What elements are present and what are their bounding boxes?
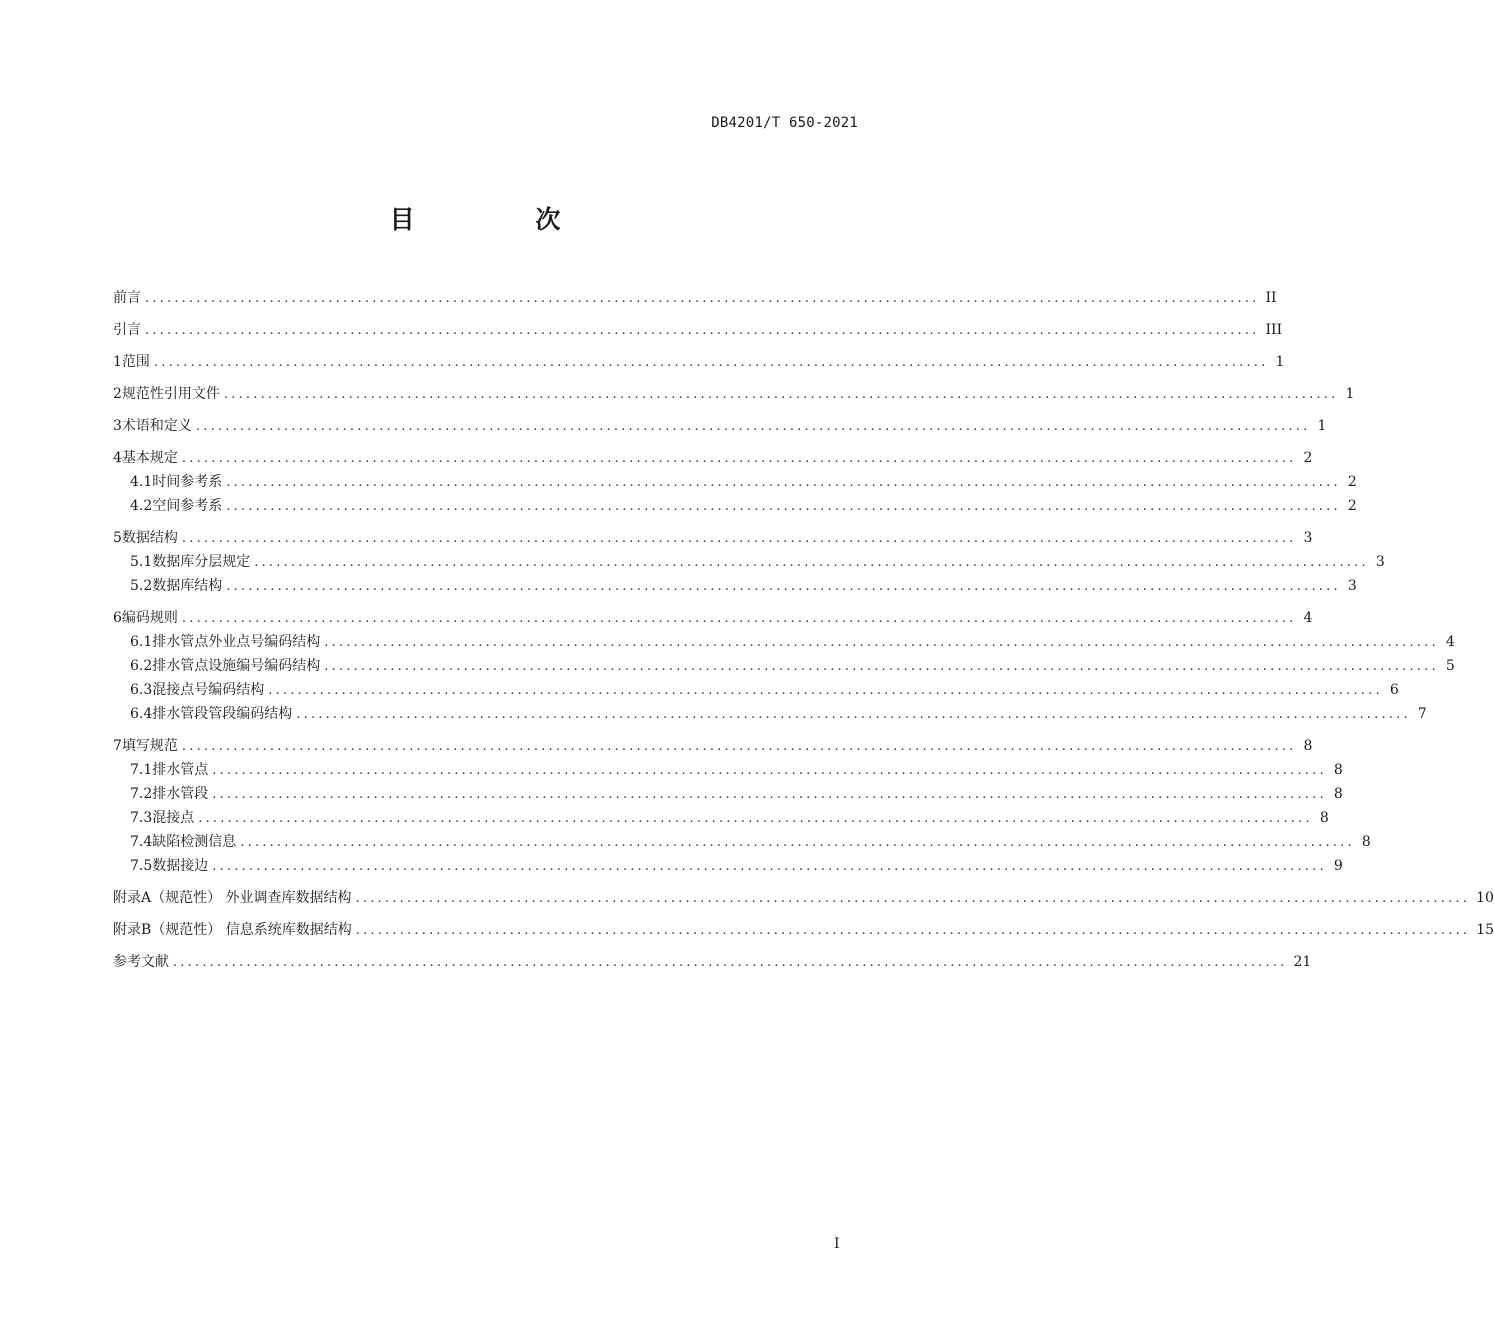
toc-entry-number: 7.5: [130, 858, 153, 874]
toc-subentry[interactable]: [113, 678, 1399, 702]
toc-entry-number: 4.1: [130, 474, 153, 490]
toc-leader-dots: ........................................................................................................................................................: [355, 891, 1471, 906]
toc-entry-text: 排水管点设施编号编码结构: [152, 658, 321, 674]
toc-entry-number: 6.2: [130, 658, 153, 674]
toc-entry-text: 参考文献: [113, 954, 169, 970]
toc-entry-text: 时间参考系: [152, 474, 223, 490]
toc-entry-text: 规范性引用文件: [121, 386, 220, 402]
toc-entry[interactable]: [113, 526, 1313, 550]
toc-entry-number: 7.3: [130, 810, 153, 826]
toc-leader-dots: ........................................................................................................................................................: [181, 451, 1297, 466]
toc-entry-text: 空间参考系: [152, 498, 223, 514]
toc-entry[interactable]: [113, 414, 1327, 438]
document-code: DB4201/T 650-2021: [711, 115, 858, 131]
toc-entry-page: 5: [1445, 658, 1455, 674]
toc-entry-page: III: [1265, 322, 1283, 338]
toc-entry-number: 5.1: [130, 554, 153, 570]
toc-entry-page: 4: [1303, 610, 1313, 626]
toc-entry[interactable]: [113, 446, 1313, 470]
toc-entry-text: 基本规定: [121, 450, 178, 466]
toc-leader-dots: ........................................................................................................................................................: [212, 787, 1327, 802]
toc-leader-dots: ........................................................................................................................................................: [212, 859, 1327, 874]
toc-leader-dots: ........................................................................................................................................................: [226, 579, 1341, 594]
toc-entry-page: 8: [1333, 762, 1343, 778]
toc-entry-number: 4: [113, 450, 122, 466]
toc-entry-page: 6: [1389, 682, 1399, 698]
toc-entry[interactable]: [113, 286, 1277, 310]
toc-subentry[interactable]: [113, 806, 1329, 830]
toc-entry-number: 6.3: [130, 682, 153, 698]
toc-entry-page: 21: [1293, 954, 1312, 970]
toc-leader-dots: ........................................................................................................................................................: [324, 635, 1439, 650]
toc-leader-dots: ........................................................................................................................................................: [296, 707, 1411, 722]
toc-entry-page: 10: [1476, 890, 1494, 906]
toc-entry-text: 缺陷检测信息: [152, 834, 237, 850]
toc-entry-text: 排水管段: [152, 786, 209, 802]
toc-entry-text: 前言: [113, 290, 141, 306]
toc-entry[interactable]: [113, 734, 1313, 758]
toc-entry[interactable]: [113, 886, 1494, 910]
toc-entry[interactable]: [113, 950, 1312, 974]
toc-entry-page: 8: [1333, 786, 1343, 802]
toc-entry-text: 附录A（规范性） 外业调查库数据结构: [113, 890, 352, 906]
toc-entry[interactable]: [113, 606, 1313, 630]
toc-leader-dots: ........................................................................................................................................................: [153, 355, 1269, 370]
toc-leader-dots: ........................................................................................................................................................: [181, 739, 1297, 754]
toc-leader-dots: ........................................................................................................................................................: [181, 611, 1297, 626]
toc-entry[interactable]: [113, 918, 1494, 942]
toc-leader-dots: ........................................................................................................................................................: [254, 555, 1369, 570]
toc-entry-page: 8: [1361, 834, 1371, 850]
toc-entry-page: 9: [1333, 858, 1343, 874]
toc-entry-text: 数据接边: [152, 858, 209, 874]
toc-entry-page: 2: [1347, 498, 1357, 514]
toc-entry-text: 填写规范: [121, 738, 178, 754]
toc-entry-page: 7: [1417, 706, 1427, 722]
toc-entry[interactable]: [113, 350, 1285, 374]
toc-entry[interactable]: [113, 382, 1355, 406]
toc-leader-dots: ........................................................................................................................................................: [355, 923, 1471, 938]
toc-entry-number: 3: [113, 418, 122, 434]
toc-leader-dots: ........................................................................................................................................................: [226, 499, 1341, 514]
toc-entry-number: 6: [113, 610, 122, 626]
toc-entry-text: 排水管段管段编码结构: [152, 706, 293, 722]
toc-subentry[interactable]: [113, 550, 1385, 574]
toc-entry-number: 2: [113, 386, 122, 402]
toc-leader-dots: ........................................................................................................................................................: [195, 419, 1311, 434]
toc-leader-dots: ........................................................................................................................................................: [226, 475, 1341, 490]
toc-entry-page: 2: [1303, 450, 1313, 466]
toc-subentry[interactable]: [113, 630, 1455, 654]
toc-entry-page: II: [1265, 290, 1277, 306]
toc-entry-number: 6.4: [130, 706, 153, 722]
toc-leader-dots: ........................................................................................................................................................: [145, 291, 1260, 306]
toc-entry-number: 4.2: [130, 498, 153, 514]
toc-subentry[interactable]: [113, 654, 1455, 678]
toc-subentry[interactable]: [113, 702, 1427, 726]
toc-entry-page: 1: [1317, 418, 1327, 434]
toc-leader-dots: ........................................................................................................................................................: [198, 811, 1313, 826]
toc-leader-dots: ........................................................................................................................................................: [324, 659, 1439, 674]
toc-subentry[interactable]: [113, 782, 1343, 806]
toc-entry-text: 数据库结构: [152, 578, 223, 594]
toc-leader-dots: ........................................................................................................................................................: [240, 835, 1355, 850]
toc-entry-text: 范围: [121, 354, 150, 370]
toc-entry-page: 4: [1445, 634, 1455, 650]
toc-entry-text: 排水管点外业点号编码结构: [152, 634, 321, 650]
toc-entry-number: 5.2: [130, 578, 153, 594]
toc-subentry[interactable]: [113, 470, 1357, 494]
toc-entry-text: 附录B（规范性） 信息系统库数据结构: [113, 922, 352, 938]
toc-leader-dots: ........................................................................................................................................................: [223, 387, 1339, 402]
toc-leader-dots: ........................................................................................................................................................: [212, 763, 1327, 778]
toc-entry-page: 3: [1303, 530, 1313, 546]
toc-entry[interactable]: [113, 318, 1283, 342]
toc-leader-dots: ........................................................................................................................................................: [268, 683, 1383, 698]
toc-entry-number: 7.1: [130, 762, 153, 778]
toc-entry-number: 1: [113, 354, 122, 370]
toc-entry-text: 引言: [113, 322, 141, 338]
toc-entry-text: 混接点号编码结构: [152, 682, 265, 698]
toc-entry-page: 2: [1347, 474, 1357, 490]
toc-entry-number: 7.4: [130, 834, 153, 850]
toc-entry-text: 数据结构: [121, 530, 178, 546]
toc-entry-text: 编码规则: [121, 610, 178, 626]
toc-entry-page: 3: [1347, 578, 1357, 594]
table-of-contents: [113, 286, 1494, 974]
toc-entry-page: 1: [1275, 354, 1285, 370]
toc-subentry[interactable]: [113, 854, 1343, 878]
toc-subentry[interactable]: [113, 574, 1357, 598]
toc-subentry[interactable]: [113, 494, 1357, 518]
toc-entry-page: 3: [1375, 554, 1385, 570]
toc-entry-number: 6.1: [130, 634, 153, 650]
toc-entry-number: 7.2: [130, 786, 153, 802]
page-number: I: [834, 1236, 840, 1252]
toc-entry-text: 混接点: [152, 810, 195, 826]
toc-leader-dots: ........................................................................................................................................................: [181, 531, 1297, 546]
toc-entry-text: 数据库分层规定: [152, 554, 251, 570]
toc-entry-page: 8: [1303, 738, 1313, 754]
toc-subentry[interactable]: [113, 758, 1343, 782]
toc-leader-dots: ........................................................................................................................................................: [145, 323, 1260, 338]
toc-leader-dots: ........................................................................................................................................................: [173, 955, 1288, 970]
toc-entry-page: 1: [1345, 386, 1355, 402]
toc-subentry[interactable]: [113, 830, 1371, 854]
page-title: 目 次: [389, 205, 617, 234]
toc-entry-number: 5: [113, 530, 122, 546]
toc-entry-page: 8: [1319, 810, 1329, 826]
toc-entry-number: 7: [113, 738, 122, 754]
toc-entry-text: 排水管点: [152, 762, 209, 778]
toc-entry-text: 术语和定义: [121, 418, 192, 434]
toc-entry-page: 15: [1476, 922, 1494, 938]
